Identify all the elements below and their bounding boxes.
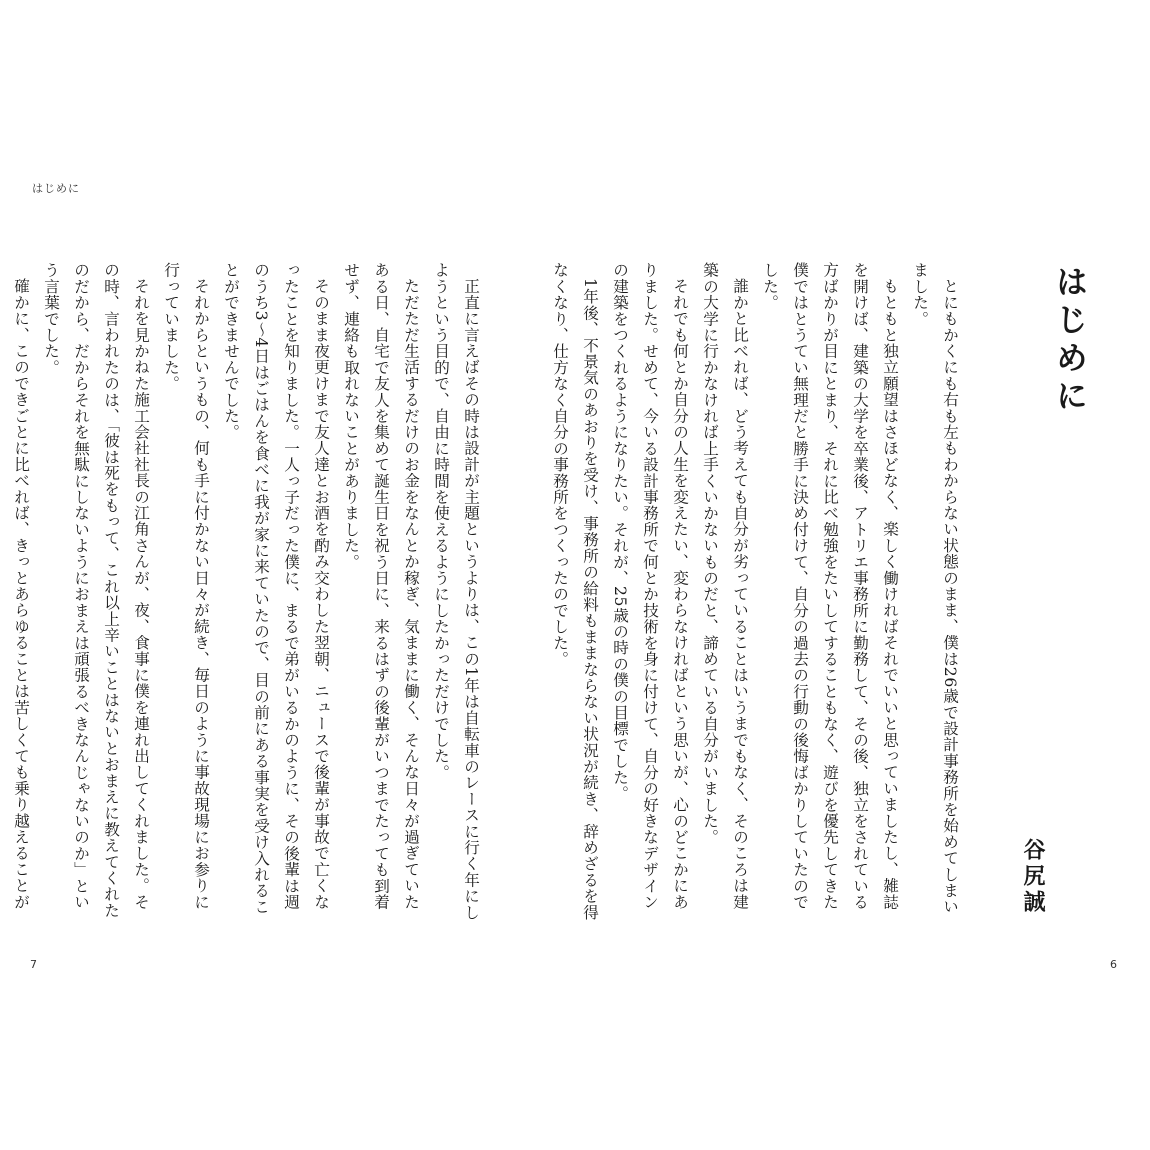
running-head: はじめに	[32, 182, 80, 195]
left-paragraph-2: ただただ生活するだけのお金をなんとか稼ぎ、気ままに働く、そんな日々が過ぎていたある日、自宅で友人を集めて誕生日を祝う日に、来るはずの後輩がいつまでたっても到着せず、連絡も取れないことがありました。	[342, 262, 420, 910]
right-paragraph-1: とにもかくにも右も左もわからない状態のまま、僕は26歳で設計事務所を始めてしまいました。	[911, 262, 959, 915]
left-paragraph-1: 正直に言えばその時は設計が主題というよりは、この1年は自転車のレースに行く年にしようという目的で、自由に時間を使えるようにしたかっただけでした。	[432, 262, 480, 920]
left-paragraph-6: 確かに、このできごとに比べれば、きっとあらゆることは苦しくても乗り越えることが	[12, 277, 30, 910]
left-paragraph-3: そのまま夜更けまで友人達とお酒を酌み交わした翌朝、ニュースで後輩が事故で亡くなったことを知りました。一人っ子だった僕に、まるで弟がいるかのように、その後輩は週のうち3〜4日はごはんを食べに我が家に来ていたので、目の前にある事実を受け入れることができませんでした。	[222, 262, 330, 915]
chapter-title: はじめに	[1051, 265, 1089, 417]
author-name: 谷尻誠	[1020, 838, 1045, 916]
page-number-right: 6	[1110, 958, 1117, 971]
right-paragraph-3: 誰かと比べれば、どう考えても自分が劣っていることはいうまでもなく、そのころは建築の大学に行かなければ上手くいかないものだと、諦めている自分がいました。	[701, 262, 749, 910]
left-paragraph-4: それからというもの、何も手に付かない日々が続き、毎日のように事故現場にお参りに行っていました。	[162, 262, 210, 910]
right-paragraph-4: それでも何とか自分の人生を変えたい、変わらなければという思いが、心のどこかにありました。せめて、今いる設計事務所で何とか技術を身に付けて、自分の好きなデザインの建築をつくれるようになりたい。それが、25歳の時の僕の目標でした。	[611, 262, 689, 910]
right-page-body	[551, 262, 965, 922]
left-page-body	[12, 262, 486, 922]
page-number-left: 7	[30, 958, 37, 971]
right-paragraph-2: もともと独立願望はさほどなく、楽しく働ければそれでいいと思っていましたし、雑誌を開けば、建築の大学を卒業後、アトリエ事務所に勤務して、その後、独立をされている方ばかりが目にとまり、それに比べ勉強をたいしてすることもなく、遊びを優先してきた僕ではとうてい無理だと勝手に決め付けて、自分の過去の行動の後悔ばかりしていたのでした。	[761, 262, 899, 910]
right-paragraph-5: 1年後、不景気のあおりを受け、事務所の給料もままならない状況が続き、辞めざるを得なくなり、仕方なく自分の事務所をつくったのでした。	[551, 262, 599, 920]
left-paragraph-5: それを見かねた施工会社社長の江角さんが、夜、食事に僕を連れ出してくれました。その時、言われたのは、「彼は死をもって、これ以上辛いことはないとおまえに教えてくれたのだから、だからそれを無駄にしないようにおまえは頑張るべきなんじゃないのか」という言葉でした。	[42, 262, 150, 919]
